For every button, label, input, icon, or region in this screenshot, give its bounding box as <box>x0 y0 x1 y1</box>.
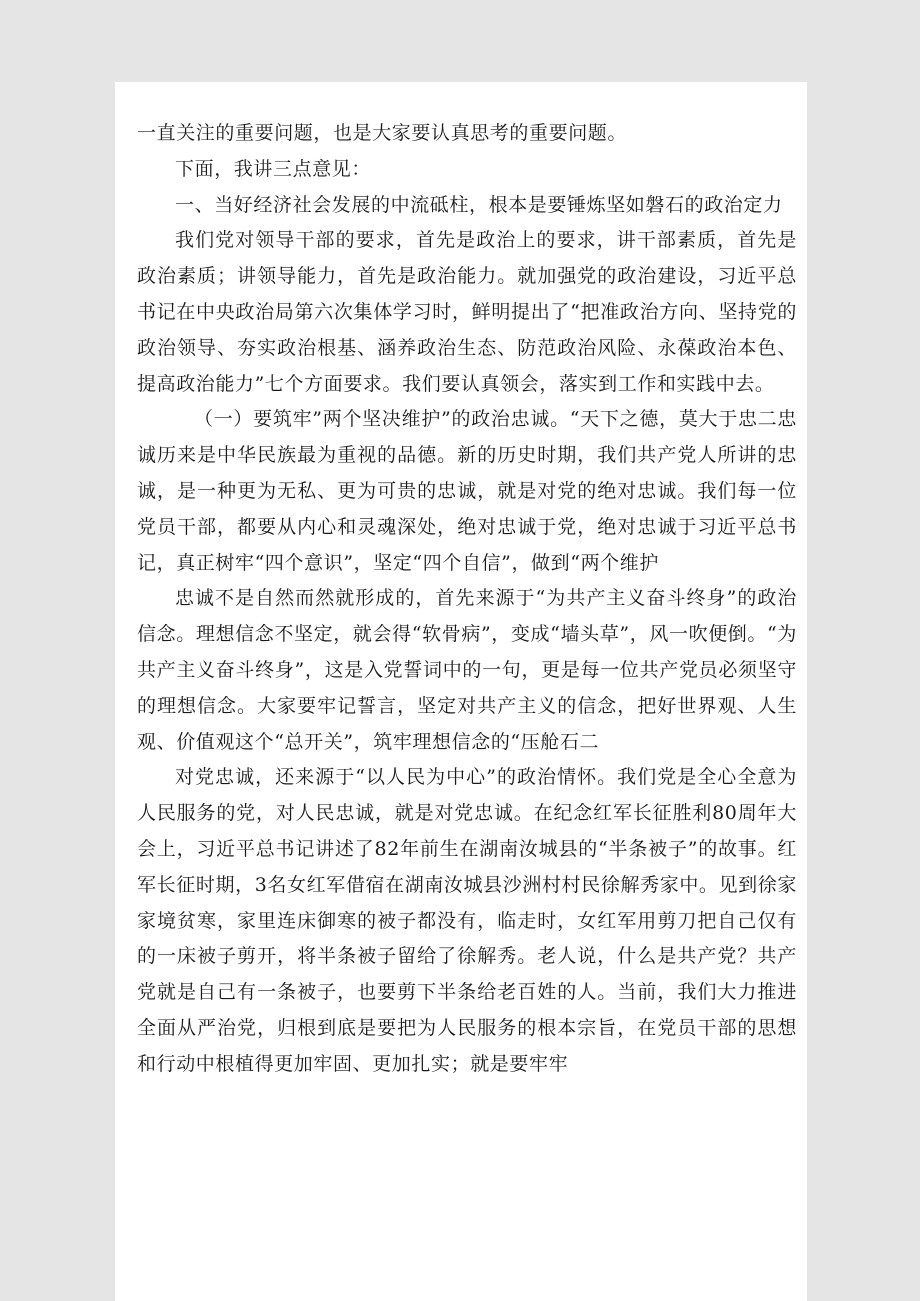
paragraph-political-belief: 忠诚不是自然而然就形成的，首先来源于“为共产主义奋斗终身”的政治信念。理想信念不坚定，就会得“软骨病”，变成“墙头草”，风一吹便倒。“为共产主义奋斗终身”，这是入党誓词中的一句，更是每一位共产党员必须坚守的理想信念。大家要牢记誓言，坚定对共产主义的信念，把好世界观、人生观、价值观这个“总开关”，筑牢理想信念的“压舱石二 <box>137 587 797 753</box>
section-heading-1: 一、当好经济社会发展的中流砥柱，根本是要锤炼坚如磐石的政治定力 <box>175 193 783 216</box>
paragraph-people-centered: 对党忠诚，还来源于“以人民为中心”的政治情怀。我们党是全心全意为人民服务的党，对人民忠诚，就是对党忠诚。在纪念红军长征胜利80周年大会上，习近平总书记讲述了82年前生在湖南汝城县的“半条被子”的故事。红军长征时期，3名女红军借宿在湖南汝城县沙洲村村民徐解秀家中。见到徐家家境贫寒，家里连床御寒的被子都没有，临走时，女红军用剪刀把自己仅有的一床被子剪开，将半条被子留给了徐解秀。老人说，什么是共产党？共产党就是自己有一条被子，也要剪下半条给老百姓的人。当前，我们大力推进全面从严治党，归根到底是要把为人民服务的根本宗旨，在党员干部的思想和行动中根植得更加牢固、更加扎实；就是要牢牢 <box>137 766 797 1075</box>
paragraph-intro: 下面，我讲三点意见： <box>175 157 372 180</box>
subsection-heading-1: （一）要筑牢”两个坚决维护”的政治忠诚。“天下之德，莫大于忠二忠诚历来是中华民族最为重视的品德。新的历史时期，我们共产党人所讲的忠诚，是一种更为无私、更为可贵的忠诚，就是对党的绝对忠诚。我们每一位党员干部，都要从内心和灵魂深处，绝对忠诚于党，绝对忠诚于习近平总书记，真正树牢“四个意识”，坚定“四个自信”，做到“两个维护 <box>137 408 797 574</box>
paragraph-continuation: 一直关注的重要问题，也是大家要认真思考的重要问题。 <box>137 122 628 144</box>
document-page <box>115 82 807 1301</box>
paragraph-political-requirements: 我们党对领导干部的要求，首先是政治上的要求，讲干部素质，首先是政治素质；讲领导能力，首先是政治能力。就加强党的政治建设，习近平总书记在中央政治局第六次集体学习时，鲜明提出了“把准政治方向、坚持党的政治领导、夯实政治根基、涵养政治生态、防范政治风险、永葆政治本色、提高政治能力”七个方面要求。我们要认真领会，落实到工作和实践中去。 <box>137 229 797 395</box>
document-body <box>137 116 797 1083</box>
